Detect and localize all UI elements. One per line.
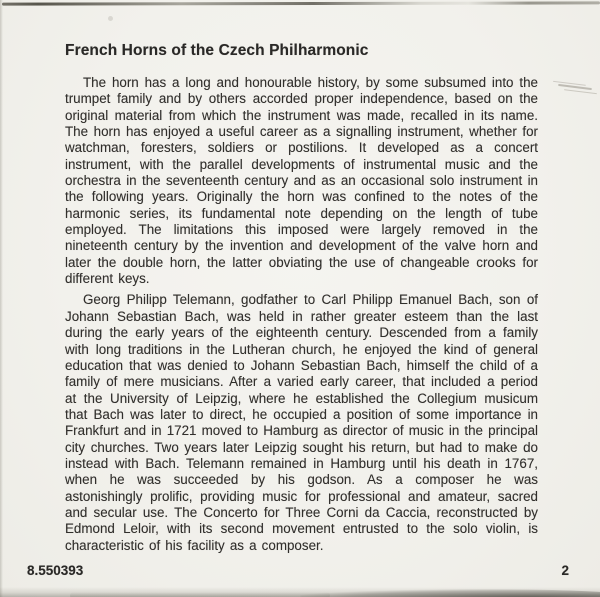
- paragraph-horn-history: The horn has a long and honourable history, by some subsumed into the trumpet family and by others accorded proper independence, based on the original material from which the instrument was made, recalled in its name. The horn has enjoyed a useful career as a signalling instrument, whether for watchman, foresters, soldiers or postilions. It developed as a concert instrument, with the parallel developments of instrumental music and the orchestra in the seventeenth century and as an occasional solo instrument in the following years. Originally the horn was confined to the notes of the harmonic series, its fundamental note depending on the length of tube employed. The limitations this imposed were largely removed in the nineteenth century by the invention and development of the valve horn and later the double horn, the latter obviating the use of changeable crooks for different keys.: [65, 75, 538, 287]
- page-number: 2: [561, 563, 569, 578]
- page-title: French Horns of the Czech Philharmonic: [65, 42, 369, 59]
- paragraph-telemann: Georg Philipp Telemann, godfather to Carl Philipp Emanuel Bach, son of Johann Sebastian Bach, was held in rather greater esteem than the last during the early years of the eighteenth century. Descended from a family with long traditions in the Lutheran church, he enjoyed the kind of general education that was denied to Johann Sebastian Bach, himself the child of a family of mere musicians. After a varied early career, that included a period at the University of Leipzig, where he established the Collegium musicum that Bach was later to direct, he occupied a position of some importance in Frankfurt and in 1721 moved to Hamburg as director of music in the principal city churches. Two years later Leipzig sought his return, but had to make do instead with Bach. Telemann remained in Hamburg until his death in 1767, when he was succeeded by his godson. As a composer he was astonishingly prolific, providing music for professional and amateur, sacred and secular use. The Concerto for Three Corni da Caccia, reconstructed by Edmond Leloir, with its second movement entrusted to the solo violin, is characteristic of his facility as a composer.: [65, 292, 538, 553]
- scan-edge-left: [0, 0, 3, 597]
- scan-edge-bottom: [0, 587, 600, 597]
- body-text: [65, 75, 538, 554]
- scan-speck: [108, 16, 113, 21]
- scan-artifact: [558, 84, 592, 90]
- scan-edge-top: [2, 1, 600, 5]
- page-content: [65, 42, 538, 554]
- page-footer: [27, 563, 569, 578]
- catalog-number: 8.550393: [27, 563, 84, 578]
